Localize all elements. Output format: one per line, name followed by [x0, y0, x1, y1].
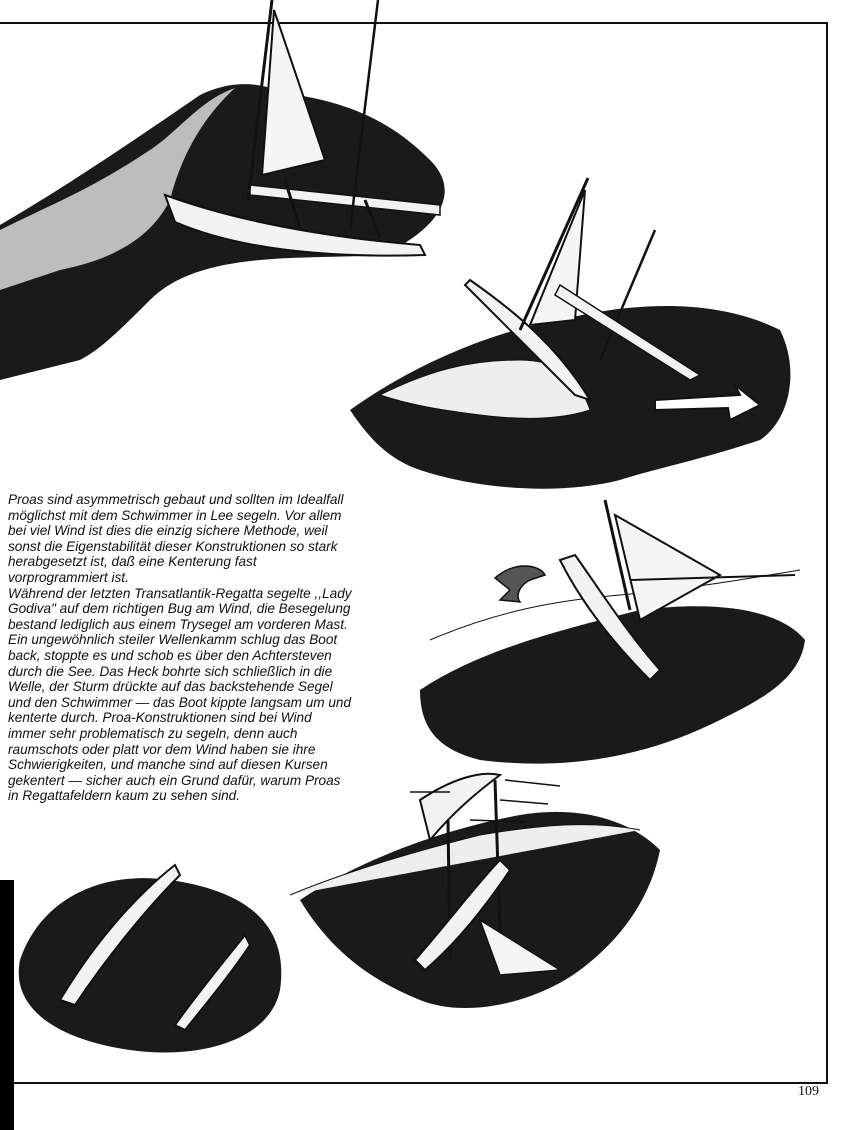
- scan-edge: [0, 880, 14, 1130]
- paragraph-2: Während der letzten Transatlantik-Regatta segelte ,,Lady Godiva" auf dem richtigen Bug am Wind, die Besegelung bestand lediglich aus einem Trysegel am vorderen Mast. Ein ungewöhnlich steiler Wellenkamm schlug das Boot back, stoppte es und schob es über den Achtersteven durch die See. Das Heck bohrte sich schließlich in die Welle, der Sturm drückte auf das backstehende Segel und den Schwimmer — das Boot kippte langsam um und kenterte durch. Proa-Konstruktionen sind bei Wind immer sehr problematisch zu segeln, denn auch raumschots oder platt vor dem Wind haben sie ihre Schwierigkeiten, und manche sind auf diesen Kursen gekentert — sicher auch ein Grund dafür, warum Proas in Regattafeldern kaum zu sehen sind.: [8, 585, 352, 804]
- boat-illustration-3: [420, 500, 805, 764]
- article-text: [8, 492, 353, 804]
- capsized-hulls-illustration: [19, 865, 282, 1053]
- curved-arrow-icon: [495, 566, 545, 602]
- boat-illustration-1: [0, 0, 445, 380]
- paragraph-1: Proas sind asymmetrisch gebaut und sollten im Idealfall möglichst mit dem Schwimmer in Lee segeln. Vor allem bei viel Wind ist dies die einzig sichere Methode, weil sonst die Eigenstabilität dieser Konstruktionen so stark herabgesetzt ist, daß eine Kenterung fast vorprogrammiert ist.: [8, 492, 344, 585]
- obscured-heading: [0, 420, 290, 490]
- page-number: 109: [798, 1084, 819, 1099]
- boat-illustration-4: [290, 774, 660, 1008]
